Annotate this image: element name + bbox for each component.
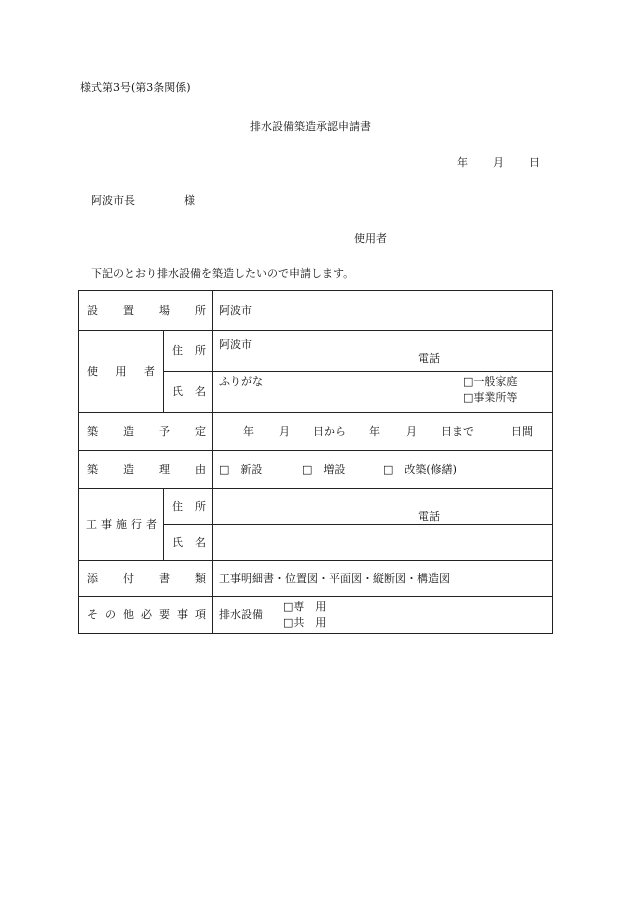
user-type-business[interactable]: □事業所等 xyxy=(463,391,518,404)
reason-label: 築 造 理 由 xyxy=(87,462,206,476)
location-value: 阿波市 xyxy=(219,303,252,317)
other-label: そ の 他 必 要 事 項 xyxy=(87,608,206,622)
schedule-label-cell xyxy=(79,413,213,451)
contractor-name-label-cell xyxy=(164,525,213,561)
attachments-label: 添 付 書 類 xyxy=(87,571,206,585)
row-other xyxy=(79,597,553,634)
contractor-address-label-cell xyxy=(164,489,213,525)
schedule-month: 月 xyxy=(279,425,290,438)
location-label: 設 置 場 所 xyxy=(87,303,206,317)
addressee: 阿波市長 xyxy=(91,194,135,207)
applicant-label: 使用者 xyxy=(354,232,387,245)
date-year: 年 xyxy=(457,156,468,169)
other-private-checkbox[interactable]: □専 用 xyxy=(283,600,327,613)
user-address-label: 住 所 xyxy=(172,344,206,358)
schedule-year2: 年 xyxy=(369,425,380,438)
contractor-label-cell xyxy=(79,489,164,561)
schedule-until: 日まで xyxy=(441,425,474,438)
row-user-address xyxy=(79,331,553,372)
location-label-cell xyxy=(79,291,213,331)
attachments-value-cell xyxy=(213,561,553,597)
user-name-cell[interactable] xyxy=(213,372,553,413)
reason-new-checkbox[interactable]: □ 新設 xyxy=(219,463,263,476)
contractor-phone-label: 電話 xyxy=(418,510,440,523)
contractor-address-cell[interactable] xyxy=(213,489,553,525)
contractor-label: 工 事 施 行 者 xyxy=(86,517,157,531)
row-location xyxy=(79,291,553,331)
user-phone-label: 電話 xyxy=(418,352,440,365)
contractor-name-cell[interactable] xyxy=(213,525,553,561)
contractor-address-label: 住 所 xyxy=(172,499,206,513)
user-label-cell xyxy=(79,331,164,413)
other-shared-checkbox[interactable]: □共 用 xyxy=(283,616,327,629)
user-label: 使 用 者 xyxy=(87,364,155,378)
other-label-cell xyxy=(79,597,213,634)
contractor-name-label: 氏 名 xyxy=(172,535,206,549)
user-furigana: ふりがな xyxy=(219,375,263,388)
location-value-cell[interactable] xyxy=(213,291,553,331)
other-facility-label: 排水設備 xyxy=(219,608,263,621)
attachments-value: 工事明細書・位置図・平面図・縦断図・構造図 xyxy=(219,571,450,585)
row-contractor-address xyxy=(79,489,553,525)
reason-cell xyxy=(213,451,553,489)
schedule-label: 築 造 予 定 xyxy=(87,424,206,438)
user-name-label-cell xyxy=(164,372,213,413)
user-address-cell[interactable] xyxy=(213,331,553,372)
page-title: 排水設備築造承認申請書 xyxy=(250,120,371,133)
other-cell xyxy=(213,597,553,634)
application-table xyxy=(78,290,553,634)
date-day: 日 xyxy=(529,156,540,169)
addressee-honorific: 様 xyxy=(184,194,195,207)
row-schedule xyxy=(79,413,553,451)
user-address-label-cell xyxy=(164,331,213,372)
reason-label-cell xyxy=(79,451,213,489)
schedule-days: 日間 xyxy=(511,425,533,438)
user-name-label: 氏 名 xyxy=(172,385,206,399)
schedule-month2: 月 xyxy=(406,425,417,438)
schedule-year: 年 xyxy=(243,425,254,438)
intro-text: 下記のとおり排水設備を築造したいので申請します。 xyxy=(91,267,355,280)
row-reason xyxy=(79,451,553,489)
form-number: 様式第3号(第3条関係) xyxy=(80,81,191,94)
date-month: 月 xyxy=(493,156,504,169)
user-address-value: 阿波市 xyxy=(219,338,252,351)
attachments-label-cell xyxy=(79,561,213,597)
user-type-household[interactable]: □一般家庭 xyxy=(463,375,518,388)
reason-remodel-checkbox[interactable]: □ 改築(修繕) xyxy=(383,463,457,476)
row-attachments xyxy=(79,561,553,597)
reason-add-checkbox[interactable]: □ 増設 xyxy=(302,463,346,476)
schedule-from: 日から xyxy=(313,425,346,438)
schedule-cell[interactable] xyxy=(213,413,553,451)
